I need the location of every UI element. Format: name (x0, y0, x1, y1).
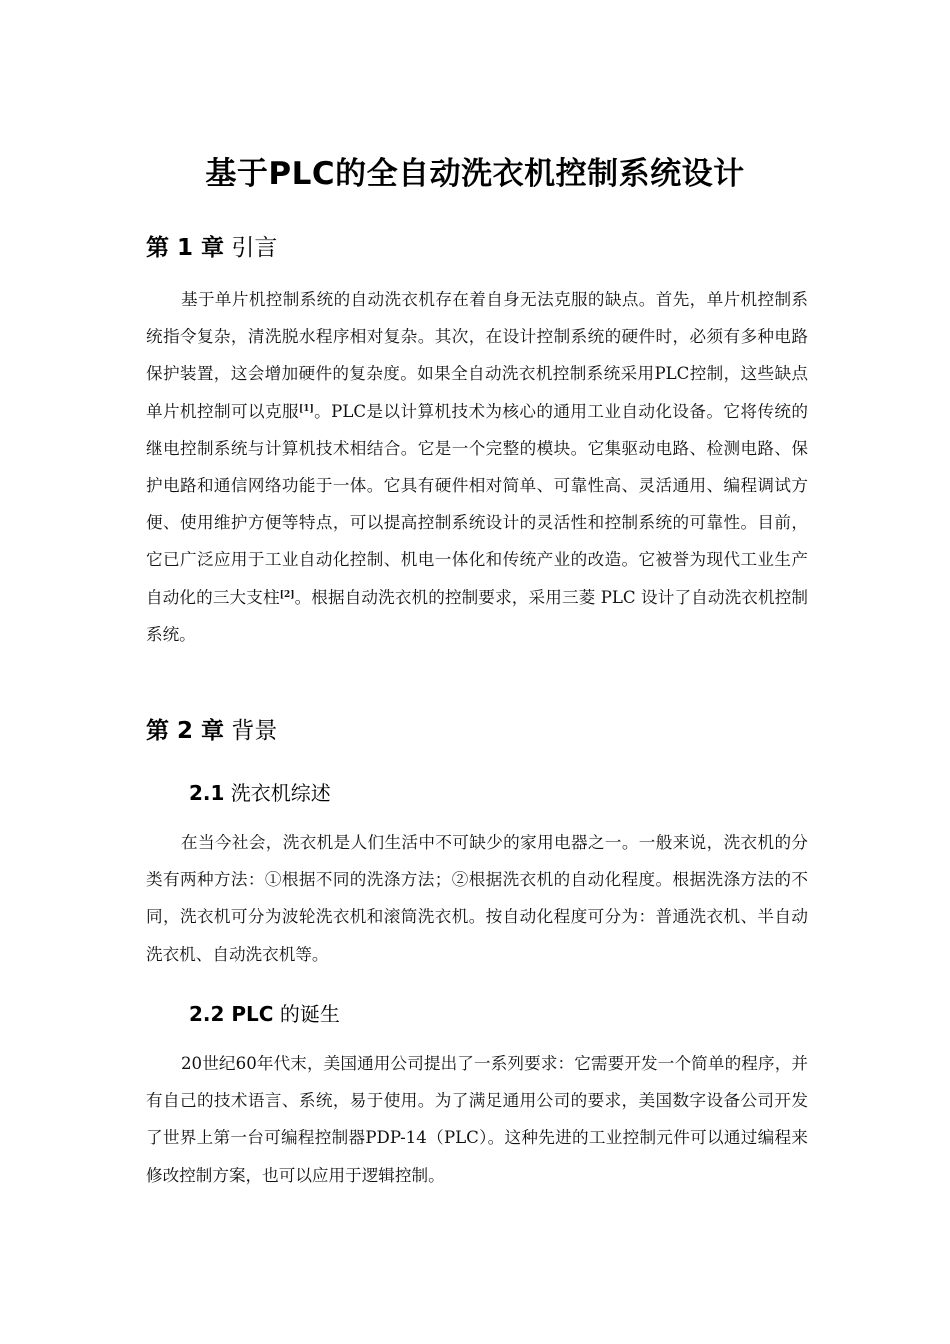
citation-ref-2: [2] (279, 589, 295, 600)
paragraph-text: 。PLC是以计算机技术为核心的通用工业自动化设备。它将传统的继电控制系统与计算机技术相结合。它是一个完整的模块。它集驱动电路、检测电路、保护电路和通信网络功能于一体。它具有硬件相对简单、可靠性高、灵活通用、编程调试方便、使用维护方便等特点，可以提高控制系统设计的灵活性和控制系统的可靠性。目前，它已广泛应用于工业自动化控制、机电一体化和传统产业的改造。它被誉为现代工业生产自动化的三大支柱 (146, 401, 808, 607)
section-2-2-number: 2.2 PLC (189, 1002, 274, 1026)
section-2-2-heading (189, 999, 340, 1029)
section-2-1-paragraph: 在当今社会，洗衣机是人们生活中不可缺少的家用电器之一。一般来说，洗衣机的分类有两种方法：①根据不同的洗涤方法；②根据洗衣机的自动化程度。根据洗涤方法的不同，洗衣机可分为波轮洗衣机和滚筒洗衣机。按自动化程度可分为：普通洗衣机、半自动洗衣机、自动洗衣机等。 (146, 833, 808, 964)
citation-ref-1: [1] (298, 403, 314, 414)
section-2-2-paragraph: 20世纪60年代末，美国通用公司提出了一系列要求：它需要开发一个简单的程序，并有自己的技术语言、系统，易于使用。为了满足通用公司的要求，美国数字设备公司开发了世界上第一台可编程控制器PDP-14（PLC）。这种先进的工业控制元件可以通过编程来修改控制方案，也可以应用于逻辑控制。 (146, 1054, 808, 1185)
section-2-1-number: 2.1 (189, 781, 225, 805)
chapter-1-paragraph (146, 281, 808, 653)
chapter-2-heading (146, 714, 277, 748)
section-2-2-title: 的诞生 (279, 1002, 340, 1026)
paragraph-text: 基于单片机控制系统的自动洗衣机存在着自身无法克服的缺点。首先，单片机控制系统指令复杂，清洗脱水程序相对复杂。其次，在设计控制系统的硬件时，必须有多种电路保护装置，这会增加硬件的复杂度。如果全自动洗衣机控制系统采用PLC控制，这些缺点单片机控制可以克服 (146, 290, 808, 421)
section-2-1-heading (189, 778, 331, 808)
chapter-1-heading (146, 231, 277, 265)
chapter-1-title: 引言 (231, 235, 278, 261)
section-2-1-title: 洗衣机综述 (230, 781, 331, 805)
chapter-1-number: 第 1 章 (146, 235, 225, 261)
paragraph-text: 。根据自动洗衣机的控制要求，采用三菱 PLC 设计了自动洗衣机控制系统。 (146, 587, 809, 644)
chapter-2-title: 背景 (231, 718, 278, 744)
chapter-2-number: 第 2 章 (146, 718, 225, 744)
document-title: 基于PLC的全自动洗衣机控制系统设计 (205, 156, 745, 192)
